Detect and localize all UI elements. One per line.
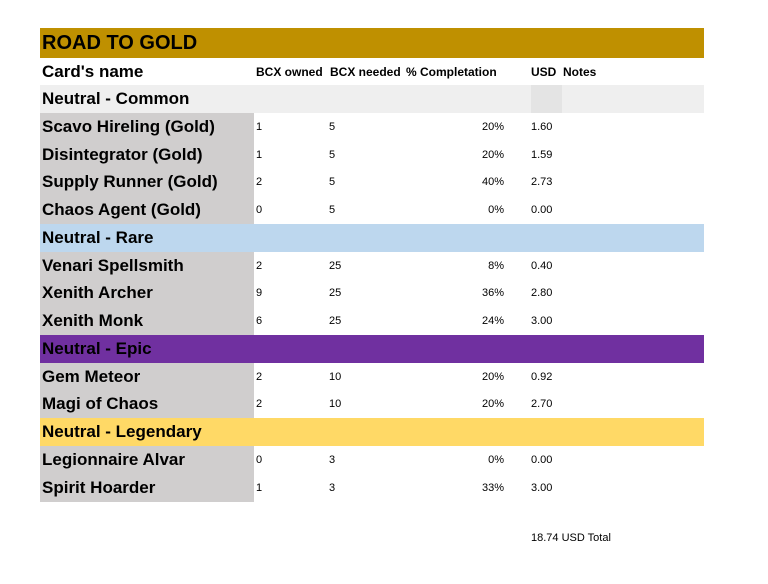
completion: 40% [481,176,504,189]
table-row[interactable] [40,307,704,335]
bcx-owned: 2 [256,398,263,411]
bcx-needed: 25 [329,314,342,327]
table-row[interactable] [40,391,704,419]
table-row[interactable] [40,363,704,391]
section-neutral-legendary[interactable] [40,418,704,446]
bcx-owned: 0 [256,203,263,216]
header-row [40,58,704,85]
bcx-owned: 9 [256,287,263,300]
bcx-needed: 5 [329,148,336,161]
spreadsheet [40,28,704,502]
table-row[interactable] [40,252,704,280]
bcx-needed: 5 [329,176,336,189]
header-bcx-needed[interactable]: BCX needed [330,64,401,79]
section-label: Neutral - Rare [42,227,154,247]
sheet-title[interactable]: ROAD TO GOLD [40,28,704,58]
usd-value: 0.40 [531,259,553,272]
card-name: Venari Spellsmith [40,252,254,280]
usd-value: 0.00 [531,203,553,216]
section-neutral-rare[interactable] [40,224,704,252]
bcx-needed: 10 [329,398,342,411]
section-label: Neutral - Legendary [42,422,202,442]
bcx-owned: 1 [256,148,263,161]
bcx-owned: 1 [256,481,263,494]
section-label: Neutral - Epic [42,338,152,358]
table-row[interactable] [40,141,704,169]
usd-value: 3.00 [531,314,553,327]
completion: 24% [481,314,504,327]
card-name: Gem Meteor [40,363,254,391]
table-row[interactable] [40,113,704,141]
completion: 20% [481,370,504,383]
usd-value: 0.00 [531,454,553,467]
bcx-owned: 2 [256,176,263,189]
bcx-needed: 5 [329,203,336,216]
header-notes[interactable]: Notes [563,64,597,79]
card-name: Legionnaire Alvar [40,446,254,474]
header-completion[interactable]: % Completation [406,64,497,79]
usd-value: 1.60 [531,120,553,133]
card-name: Magi of Chaos [40,391,254,419]
completion: 0% [488,203,504,216]
usd-value: 0.92 [531,370,553,383]
bcx-owned: 6 [256,314,263,327]
table-row[interactable] [40,474,704,502]
completion: 0% [488,454,504,467]
header-usd[interactable]: USD [531,64,557,79]
table-row[interactable] [40,168,704,196]
card-name: Scavo Hireling (Gold) [40,113,254,141]
table-row[interactable] [40,279,704,307]
bcx-owned: 2 [256,370,263,383]
usd-total: 18.74 USD Total [531,532,611,544]
bcx-needed: 10 [329,370,342,383]
section-neutral-epic[interactable] [40,335,704,363]
card-name: Spirit Hoarder [40,474,254,502]
bcx-needed: 25 [329,287,342,300]
usd-value: 2.73 [531,176,553,189]
bcx-needed: 3 [329,454,336,467]
card-name: Xenith Monk [40,307,254,335]
usd-value: 3.00 [531,481,553,494]
header-card-name[interactable]: Card's name [42,61,144,81]
usd-value: 2.80 [531,287,553,300]
usd-cell-shade [531,85,562,113]
card-name: Disintegrator (Gold) [40,141,254,169]
completion: 8% [488,259,504,272]
table-row[interactable] [40,196,704,224]
bcx-needed: 25 [329,259,342,272]
section-label: Neutral - Common [42,89,190,108]
usd-value: 1.59 [531,148,553,161]
table-row[interactable] [40,446,704,474]
bcx-needed: 3 [329,481,336,494]
card-name: Chaos Agent (Gold) [40,196,254,224]
completion: 36% [481,287,504,300]
completion: 20% [481,120,504,133]
usd-value: 2.70 [531,398,553,411]
section-neutral-common[interactable] [40,85,704,113]
header-bcx-owned[interactable]: BCX owned [256,64,323,79]
bcx-owned: 1 [256,120,263,133]
card-name: Xenith Archer [40,279,254,307]
completion: 33% [481,481,504,494]
card-name: Supply Runner (Gold) [40,168,254,196]
bcx-needed: 5 [329,120,336,133]
bcx-owned: 2 [256,259,263,272]
completion: 20% [481,398,504,411]
bcx-owned: 0 [256,454,263,467]
completion: 20% [481,148,504,161]
